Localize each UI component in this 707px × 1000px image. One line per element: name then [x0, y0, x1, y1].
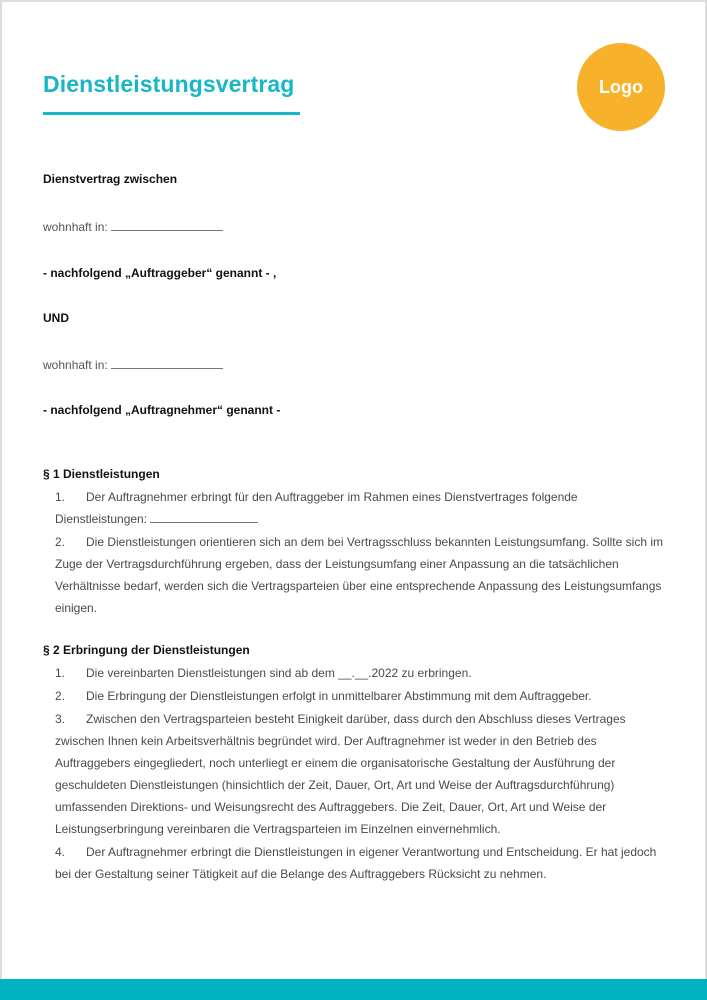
logo-label: Logo: [599, 76, 643, 97]
client-designation: - nachfolgend „Auftraggeber“ genannt - ,: [43, 266, 277, 280]
item-number: 3.: [55, 712, 66, 726]
logo-placeholder: [577, 43, 665, 131]
item-number: 4.: [55, 845, 66, 859]
item-text: Die vereinbarten Dienstleistungen sind ab dem __.__.2022 zu erbringen.: [86, 666, 472, 680]
and-separator: UND: [43, 311, 69, 325]
client-residence-blank[interactable]: [111, 220, 223, 231]
item-number: 1.: [55, 490, 66, 504]
section2-heading: § 2 Erbringung der Dienstleistungen: [43, 643, 250, 657]
section2-item-2: [55, 685, 665, 707]
contractor-residence-label: wohnhaft in:: [43, 358, 108, 372]
item-text: Der Auftragnehmer erbringt für den Auftraggeber im Rahmen eines Dienstvertrages folgende Dienstleistungen:: [55, 490, 578, 526]
item-text: Der Auftragnehmer erbringt die Dienstleistungen in eigener Verantwortung und Entscheidung. Er hat jedoch bei der Gestaltung seiner Tätigkeit auf die Belange des Auftraggebers Rücksicht zu nehmen.: [55, 845, 657, 881]
section1-heading: § 1 Dienstleistungen: [43, 467, 160, 481]
services-blank[interactable]: [150, 512, 258, 523]
item-text: Zwischen den Vertragsparteien besteht Einigkeit darüber, dass durch den Abschluss dieses Vertrages zwischen Ihnen kein Arbeitsverhältnis begründet wird. Der Auftragnehmer ist weder in den Betrieb des Auftraggebers eingegliedert, noch unterliegt er einem die organisatorische Gestaltung der Ausführung der geschuldeten Dienstleistungen (hinsichtlich der Zeit, Dauer, Ort, Art und Weise der Auftragsdurchführung) umfassenden Direktions- und Weisungsrecht des Auftraggebers. Die Zeit, Dauer, Ort, Art und Weise der Leistungserbringung vereinbaren die Vertragsparteien im Einzelnen einvernehmlich.: [55, 712, 626, 836]
item-number: 2.: [55, 689, 66, 703]
item-number: 2.: [55, 535, 66, 549]
client-residence-label: wohnhaft in:: [43, 220, 108, 234]
section2-item-3: [55, 708, 665, 840]
title-underline: [43, 112, 300, 115]
item-text: Die Dienstleistungen orientieren sich an dem bei Vertragsschluss bekannten Leistungsumfang. Sollte sich im Zuge der Vertragsdurchführung ergeben, dass der Leistungsumfang einer Anpassung an die tatsächlichen Verhältnisse bedarf, werden sich die Vertragsparteien über eine entsprechende Anpassung des Leistungsumfangs einigen.: [55, 535, 663, 615]
client-residence-line: [43, 220, 223, 234]
section1-item-2: [55, 531, 665, 619]
contractor-designation: - nachfolgend „Auftragnehmer“ genannt -: [43, 403, 281, 417]
section2-item-1: [55, 662, 665, 684]
footer-accent-bar: [0, 979, 707, 1000]
contractor-residence-line: [43, 358, 223, 372]
item-number: 1.: [55, 666, 66, 680]
section1-item-1: [55, 486, 665, 530]
item-text: Die Erbringung der Dienstleistungen erfolgt in unmittelbarer Abstimmung mit dem Auftraggeber.: [86, 689, 592, 703]
section2-item-4: [55, 841, 665, 885]
contractor-residence-blank[interactable]: [111, 358, 223, 369]
contract-intro: Dienstvertrag zwischen: [43, 172, 178, 186]
document-title: Dienstleistungsvertrag: [43, 71, 295, 97]
